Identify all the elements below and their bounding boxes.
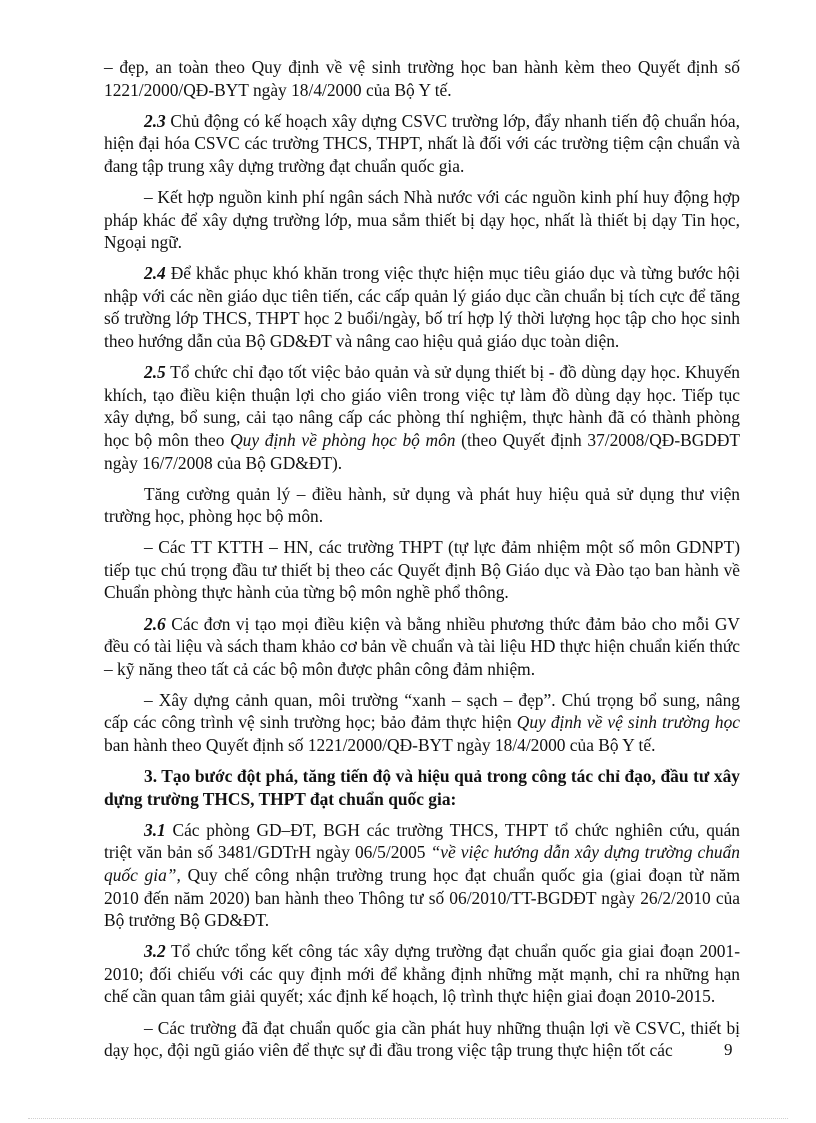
section-number: 2.5 [144,362,166,383]
paragraph-text: Tổ chức tổng kết công tác xây dựng trường đạt chuẩn quốc gia giai đoạn 2001-2010; đối chiếu với các quy định mới để khẳng định những mặt mạnh, chỉ ra những hạn chế cần quan tâm giải quyết; xác định kế hoạch, lộ trình thực hiện giai đoạn 2010-2015. [104,941,740,1007]
paragraph-2-5 [104,361,740,474]
paragraph-text-end: (theo Quyết định 37/2008/QĐ-BGDĐT ngày 16/7/2008 của Bộ GD&ĐT). [104,429,741,473]
italic-reference: Quy định về vệ sinh trường học [516,712,740,733]
paragraph-3: – Kết hợp nguồn kinh phí ngân sách Nhà nước với các nguồn kinh phí huy động hợp pháp khác để xây dựng trường lớp, mua sắm thiết bị dạy học, nhất là thiết bị dạy Tin học, Ngoại ngữ. [104,186,740,253]
paragraph-text: Để khắc phục khó khăn trong việc thực hiện mục tiêu giáo dục và từng bước hội nhập với các nền giáo dục tiên tiến, các cấp quản lý giáo dục cần chuẩn bị tích cực để tăng số trường lớp THCS, THPT học 2 buổi/ngày, bố trí hợp lý thời lượng học tập cho học sinh theo hướng dẫn của Bộ GD&ĐT và nâng cao hiệu quả giáo dục toàn diện. [104,263,740,352]
section-heading-3: 3. Tạo bước đột phá, tăng tiến độ và hiệu quả trong công tác chỉ đạo, đầu tư xây dựng trường THCS, THPT đạt chuẩn quốc gia: [104,766,740,809]
paragraph-3-1 [104,819,740,932]
italic-reference: Quy định về phòng học bộ môn [230,429,456,450]
footer-divider [28,1118,788,1119]
paragraph-2-4 [104,262,740,352]
paragraph-text-end: ban hành theo Quyết định số 1221/2000/QĐ-BYT ngày 18/4/2000 của Bộ Y tế. [104,735,656,756]
section-number: 2.4 [144,263,166,284]
paragraph-9 [104,689,740,757]
paragraph-text: Chủ động có kế hoạch xây dựng CSVC trường lớp, đẩy nhanh tiến độ chuẩn hóa, hiện đại hóa CSVC các trường THCS, THPT, nhất là đối với các trường tiệm cận chuẩn và đang tập trung xây dựng trường đạt chuẩn quốc gia. [104,110,740,176]
section-number: 3.1 [144,819,166,840]
paragraph-text: – Xây dựng cảnh quan, môi trường “xanh – sạch – đẹp”. Chú trọng bổ sung, nâng cấp các công trình vệ sinh trường học; bảo đảm thực hiện [104,689,740,733]
page-number: 9 [724,1040,733,1059]
paragraph-13: – Các trường đã đạt chuẩn quốc gia cần phát huy những thuận lợi về CSVC, thiết bị dạy học, đội ngũ giáo viên để thực sự đi đầu trong việc tập trung thực hiện tốt các [104,1017,740,1061]
paragraph-7: – Các TT KTTH – HN, các trường THPT (tự lực đảm nhiệm một số môn GDNPT) tiếp tục chú trọng đầu tư thiết bị theo các Quyết định Bộ Giáo dục và Đào tạo ban hành về Chuẩn phòng thực hành của từng bộ môn nghề phổ thông. [104,537,740,603]
paragraph-text: Các đơn vị tạo mọi điều kiện và bằng nhiều phương thức đảm bảo cho mỗi GV đều có tài liệu và sách tham khảo cơ bản về chuẩn và tài liệu HD thực hiện chuẩn kiến thức – kỹ năng theo tất cả các bộ môn được phân công đảm nhiệm. [104,613,740,679]
italic-reference: “về việc hướng dẫn xây dựng trường chuẩn quốc gia”, [104,842,740,885]
paragraph-1: – đẹp, an toàn theo Quy định về vệ sinh trường học ban hành kèm theo Quyết định số 1221/2000/QĐ-BYT ngày 18/4/2000 của Bộ Y tế. [104,57,740,100]
paragraph-text: Tổ chức chỉ đạo tốt việc bảo quản và sử dụng thiết bị - đồ dùng dạy học. Khuyến khích, tạo điều kiện thuận lợi cho giáo viên trong việc tự làm đồ dùng dạy học. Tiếp tục xây dựng, bổ sung, cải tạo nâng cấp các phòng thí nghiệm, thực hành đã có thành phòng học bộ môn theo [104,362,740,450]
section-number: 2.3 [144,110,166,131]
paragraph-text: Các phòng GD–ĐT, BGH các trường THCS, THPT tổ chức nghiên cứu, quán triệt văn bản số 3481/GDTrH ngày 06/5/2005 [104,819,740,863]
section-number: 2.6 [144,613,166,634]
paragraph-2-3 [104,110,740,178]
paragraph-2-6 [104,613,740,681]
paragraph-3-2 [104,940,740,1008]
paragraph-6: Tăng cường quản lý – điều hành, sử dụng và phát huy hiệu quả sử dụng thư viện trường học, phòng học bộ môn. [104,483,740,527]
document-body [104,56,740,1070]
paragraph-text-end: Quy chế công nhận trường trung học đạt chuẩn quốc gia (giai đoạn từ năm 2010 đến năm 2020) ban hành theo Thông tư số 06/2010/TT-BGDĐT ngày 26/2/2010 của Bộ trưởng Bộ GD&ĐT. [104,865,740,931]
section-number: 3.2 [144,941,166,962]
